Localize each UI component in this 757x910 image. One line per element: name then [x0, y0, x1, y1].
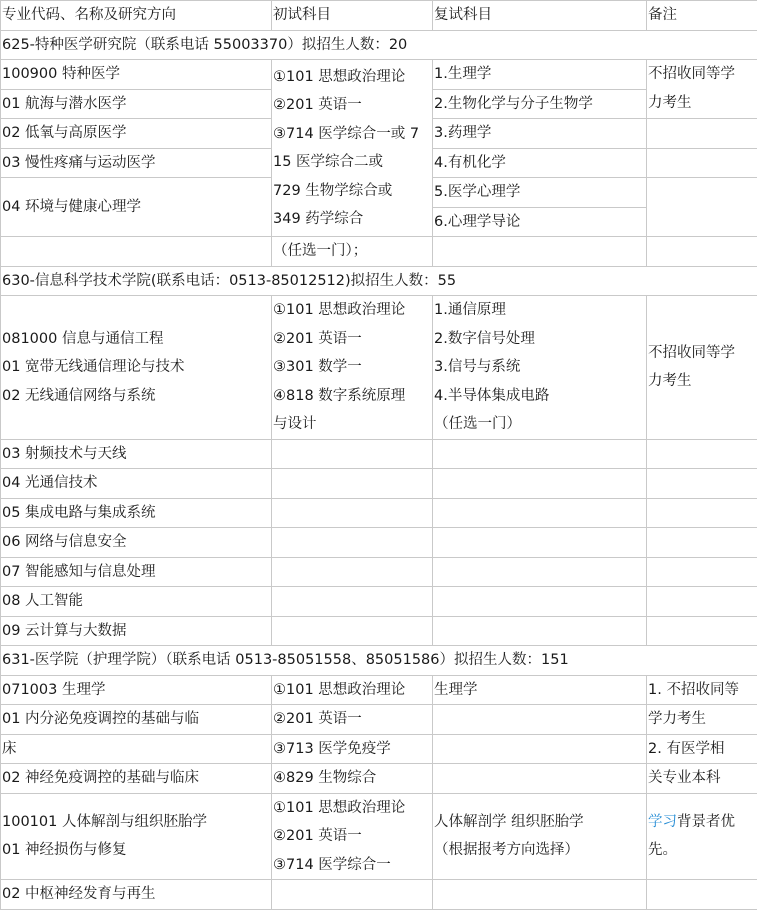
note-cell	[647, 469, 757, 499]
exam-subjects-cell	[272, 296, 433, 440]
table-row	[1, 469, 757, 499]
retest-cell: 6.心理学导论	[433, 207, 647, 237]
major-cell: 04 环境与健康心理学	[1, 178, 272, 237]
table-row	[1, 734, 757, 764]
table-row	[1, 675, 757, 705]
major-cell: 100900 特种医学	[1, 60, 272, 90]
retest-cell	[433, 793, 647, 880]
header-row	[1, 1, 757, 31]
retest-cell	[433, 469, 647, 499]
note-cell	[433, 237, 647, 267]
exam-cell	[272, 469, 433, 499]
retest-cell: 3.药理学	[433, 119, 647, 149]
table-row	[1, 764, 757, 794]
note-cell	[647, 880, 757, 910]
major-line: 02 无线通信网络与系统	[2, 382, 270, 411]
note-line: 力考生	[648, 367, 756, 396]
retest-line: 4.半导体集成电路	[434, 382, 645, 411]
exam-line: ③714 医学综合一或 7	[273, 120, 431, 149]
major-cell: 04 光通信技术	[1, 469, 272, 499]
note-cell: 1. 不招收同等	[647, 675, 757, 705]
major-cell: 01 内分泌免疫调控的基础与临	[1, 705, 272, 735]
header-note: 备注	[647, 1, 757, 31]
exam-line: ①101 思想政治理论	[273, 63, 431, 92]
retest-cell: 4.有机化学	[433, 148, 647, 178]
table-row	[1, 793, 757, 880]
retest-line: 人体解剖学 组织胚胎学	[434, 808, 645, 837]
table-row	[1, 528, 757, 558]
table-row	[1, 557, 757, 587]
study-link[interactable]: 学习	[648, 814, 677, 830]
note-line: 先。	[648, 836, 756, 865]
major-cell	[1, 237, 272, 267]
header-major: 专业代码、名称及研究方向	[1, 1, 272, 31]
exam-line: ①101 思想政治理论	[273, 296, 431, 325]
exam-line: ②201 英语一	[273, 822, 431, 851]
note-cell	[647, 587, 757, 617]
note-cell: 2. 有医学相	[647, 734, 757, 764]
major-cell: 05 集成电路与集成系统	[1, 498, 272, 528]
exam-line: ③301 数学一	[273, 353, 431, 382]
retest-cell	[433, 705, 647, 735]
note-cell	[647, 528, 757, 558]
note-cell: 学力考生	[647, 705, 757, 735]
note-text: 背景者优	[677, 814, 735, 830]
retest-line: 1.通信原理	[434, 296, 645, 325]
note-cell	[647, 178, 757, 237]
section-631-title: 631-医学院（护理学院）（联系电话 0513-85051558、85051586）拟招生人数：151	[1, 646, 757, 676]
exam-line: 349 药学综合	[273, 205, 431, 234]
major-cell: 02 神经免疫调控的基础与临床	[1, 764, 272, 794]
major-line: 100101 人体解剖与组织胚胎学	[2, 808, 270, 837]
header-retest: 复试科目	[433, 1, 647, 31]
table-row	[1, 498, 757, 528]
retest-cell	[433, 764, 647, 794]
exam-line: 15 医学综合二或	[273, 148, 431, 177]
exam-cell	[272, 439, 433, 469]
note-line: 不招收同等学	[648, 339, 756, 368]
section-630-title: 630-信息科学技术学院(联系电话：0513-85012512)拟招生人数：55	[1, 266, 757, 296]
major-cell: 07 智能感知与信息处理	[1, 557, 272, 587]
table-row	[1, 439, 757, 469]
table-row	[1, 616, 757, 646]
major-line: 01 神经损伤与修复	[2, 836, 270, 865]
exam-subjects-cell	[272, 60, 433, 237]
retest-line: （任选一门）	[434, 410, 645, 439]
table-row	[1, 880, 757, 910]
retest-line: （根据报考方向选择）	[434, 836, 645, 865]
note-cell	[647, 616, 757, 646]
note-cell	[647, 296, 757, 440]
table-row	[1, 60, 757, 90]
major-line: 081000 信息与通信工程	[2, 325, 270, 354]
exam-cell: ④829 生物综合	[272, 764, 433, 794]
retest-cell	[433, 557, 647, 587]
note-cell	[647, 793, 757, 880]
exam-cell	[272, 880, 433, 910]
retest-cell: 生理学	[433, 675, 647, 705]
retest-cell: 2.生物化学与分子生物学	[433, 89, 647, 119]
exam-line: ③714 医学综合一	[273, 851, 431, 880]
exam-line: ②201 英语一	[273, 91, 431, 120]
exam-cell	[272, 587, 433, 617]
retest-cell: 1.生理学	[433, 60, 647, 90]
exam-line: 与设计	[273, 410, 431, 439]
retest-cell	[433, 528, 647, 558]
major-cell: 09 云计算与大数据	[1, 616, 272, 646]
major-cell: 06 网络与信息安全	[1, 528, 272, 558]
section-title-row	[1, 646, 757, 676]
section-625-title: 625-特种医学研究院（联系电话 55003370）拟招生人数：20	[1, 30, 757, 60]
major-cell	[1, 793, 272, 880]
table-row	[1, 705, 757, 735]
retest-cell	[433, 296, 647, 440]
retest-cell	[433, 734, 647, 764]
table-row	[1, 237, 757, 267]
note-cell	[647, 148, 757, 178]
retest-cell	[433, 439, 647, 469]
note-cell	[647, 439, 757, 469]
note-line	[648, 808, 756, 837]
major-cell: 03 射频技术与天线	[1, 439, 272, 469]
note-cell	[647, 557, 757, 587]
retest-line: 2.数字信号处理	[434, 325, 645, 354]
major-cell: 071003 生理学	[1, 675, 272, 705]
exam-line: 729 生物学综合或	[273, 177, 431, 206]
table-row	[1, 296, 757, 440]
note-cell	[647, 119, 757, 149]
major-cell: 01 航海与潜水医学	[1, 89, 272, 119]
exam-cell	[272, 616, 433, 646]
retest-cell: （任选一门）；	[272, 237, 433, 267]
retest-cell	[433, 587, 647, 617]
major-cell: 03 慢性疼痛与运动医学	[1, 148, 272, 178]
section-title-row	[1, 30, 757, 60]
major-cell	[1, 296, 272, 440]
note-line: 力考生	[648, 89, 756, 118]
note-cell: 关专业本科	[647, 764, 757, 794]
exam-cell: ③713 医学免疫学	[272, 734, 433, 764]
major-cell: 02 低氧与高原医学	[1, 119, 272, 149]
note-line: 不招收同等学	[648, 60, 756, 89]
retest-cell	[433, 616, 647, 646]
exam-cell	[272, 528, 433, 558]
retest-cell	[433, 498, 647, 528]
exam-line: ④818 数字系统原理	[273, 382, 431, 411]
header-exam: 初试科目	[272, 1, 433, 31]
exam-cell	[272, 498, 433, 528]
major-cell: 床	[1, 734, 272, 764]
exam-cell: ②201 英语一	[272, 705, 433, 735]
retest-cell: 5.医学心理学	[433, 178, 647, 208]
major-line: 01 宽带无线通信理论与技术	[2, 353, 270, 382]
note-cell	[647, 60, 757, 119]
exam-cell: ①101 思想政治理论	[272, 675, 433, 705]
exam-cell	[272, 557, 433, 587]
table-row	[1, 587, 757, 617]
retest-cell	[433, 880, 647, 910]
retest-line: 3.信号与系统	[434, 353, 645, 382]
note-cell	[647, 498, 757, 528]
major-cell: 02 中枢神经发育与再生	[1, 880, 272, 910]
major-cell: 08 人工智能	[1, 587, 272, 617]
section-title-row	[1, 266, 757, 296]
exam-line: ②201 英语一	[273, 325, 431, 354]
exam-subjects-cell	[272, 793, 433, 880]
exam-line: ①101 思想政治理论	[273, 794, 431, 823]
